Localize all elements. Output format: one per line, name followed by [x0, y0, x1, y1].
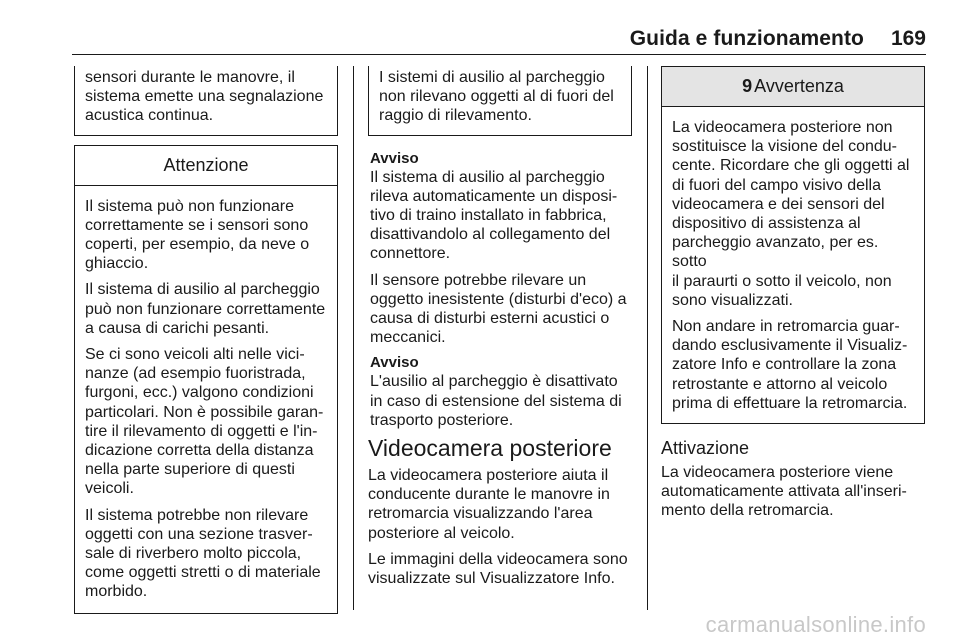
header-rule — [72, 54, 926, 55]
text-line: in caso di estensione del sistema di — [370, 392, 622, 410]
text-line: conducente durante le manovre in — [368, 486, 610, 504]
warning-body — [662, 107, 924, 423]
text-line: cente. Ricordare che gli oggetti al — [672, 157, 910, 175]
text-line: dando esclusivamente il Visualiz- — [672, 337, 908, 355]
text-line: Se ci sono veicoli alti nelle vici- — [85, 346, 305, 364]
text-line: il paraurti o sotto il veicolo, non — [672, 272, 892, 290]
text-line: parcheggio avanzato, per es. sotto — [672, 234, 879, 271]
section-heading: Guida e funzionamento — [629, 27, 864, 50]
text-line: posteriore al veicolo. — [368, 524, 515, 542]
text-line: di fuori del campo visivo della — [672, 176, 881, 194]
text-line: sistema emette una segnalazione — [85, 88, 324, 106]
text-line: sale di riverbero molto piccola, — [85, 545, 302, 563]
text-line: Il sistema può non funzionare — [85, 197, 295, 215]
text-line: acustica continua. — [85, 107, 214, 125]
text-line: Il sensore potrebbe rilevare un — [370, 271, 587, 289]
text-line: oggetti con una sezione trasver- — [85, 525, 313, 543]
text-line: sostituisce la visione del condu- — [672, 138, 898, 156]
page-number: 169 — [890, 27, 926, 50]
notice-block-2 — [368, 354, 632, 430]
text-line: Il sistema di ausilio al parcheggio — [370, 168, 605, 186]
continued-box — [368, 66, 632, 136]
text-line: rileva automaticamente un disposi- — [370, 187, 618, 205]
text-line: ghiaccio. — [85, 255, 149, 273]
text-line: morbido. — [85, 583, 148, 601]
text-line: tivo di traino installato in fabbrica, — [370, 207, 607, 225]
text-line: Non andare in retromarcia guar- — [672, 318, 900, 336]
notice-label: Avviso — [370, 149, 419, 167]
text-line: automaticamente attivata all'inseri- — [661, 483, 907, 501]
warning-box — [661, 66, 925, 424]
text-line: mento della retromarcia. — [661, 502, 834, 520]
text-line: a causa di carichi pesanti. — [85, 319, 270, 337]
subsection-title: Attivazione — [661, 438, 750, 459]
text-line: L'ausilio al parcheggio è disattivato — [370, 373, 618, 391]
attention-title: Attenzione — [75, 146, 337, 186]
text-line: coperti, per esempio, da neve o — [85, 236, 310, 254]
paragraph — [672, 317, 914, 413]
text-line: può non funzionare correttamente — [85, 300, 326, 318]
continued-box-text — [85, 68, 327, 126]
text-line: nanze (ad esempio fuoristrada, — [85, 365, 306, 383]
text-line: visualizzate sul Visualizzatore Info. — [368, 570, 615, 588]
text-line: particolari. Non è possibile garan- — [85, 403, 324, 421]
paragraph — [85, 280, 327, 338]
text-line: sensori durante le manovre, il — [85, 69, 295, 86]
text-line: I sistemi di ausilio al parcheggio — [379, 69, 605, 86]
text-line: dispositivo di assistenza al — [672, 215, 861, 233]
text-line: videocamera e dei sensori del — [672, 195, 885, 213]
text-line: prima di effettuare la retromarcia. — [672, 394, 908, 412]
text-line: Le immagini della videocamera sono — [368, 550, 628, 568]
paragraph — [85, 197, 327, 274]
text-line: meccanici. — [370, 329, 446, 347]
text-line: dicazione corretta della distanza — [85, 442, 314, 460]
text-line: retrostante e attorno al veicolo — [672, 375, 888, 393]
text-line: trasporto posteriore. — [370, 411, 514, 429]
paragraph — [368, 466, 632, 543]
paragraph — [672, 118, 914, 310]
text-line: furgoni, ecc.) valgono condizioni — [85, 384, 314, 402]
text-line: tire il rilevamento di oggetti e l'in- — [85, 422, 318, 440]
attention-box — [74, 145, 338, 614]
text-line: non rilevano oggetti al di fuori del — [379, 88, 614, 106]
text-line: zatore Info e controllare la zona — [672, 356, 897, 374]
column-separator-1 — [353, 66, 354, 610]
notice-label: Avviso — [370, 354, 419, 372]
paragraph — [370, 271, 632, 348]
watermark: carmanualsonline.info — [705, 612, 926, 637]
text-line: nella parte superiore di questi — [85, 461, 295, 479]
notice-block-1 — [368, 150, 632, 348]
text-line: correttamente se i sensori sono — [85, 216, 309, 234]
paragraph — [370, 168, 632, 264]
text-line: retromarcia visualizzando l'area — [368, 505, 593, 523]
text-line: La videocamera posteriore non — [672, 119, 893, 136]
text-line: disattivandolo al collegamento del — [370, 226, 611, 244]
text-line: La videocamera posteriore viene — [661, 464, 894, 482]
text-line: Il sistema di ausilio al parcheggio — [85, 281, 320, 299]
page-header — [0, 0, 960, 56]
subsection-body — [661, 463, 925, 521]
section-body — [368, 466, 632, 588]
text-line: oggetto inesistente (disturbi d'eco) a — [370, 290, 627, 308]
warning-title — [662, 67, 924, 107]
column-2 — [368, 66, 632, 588]
warning-title-text: Avvertenza — [754, 76, 844, 96]
text-line: La videocamera posteriore aiuta il — [368, 467, 609, 485]
text-line: Il sistema potrebbe non rilevare — [85, 506, 309, 524]
text-line: come oggetti stretti o di materiale — [85, 564, 321, 582]
column-3 — [661, 66, 925, 521]
paragraph — [368, 550, 632, 588]
text-line: sono visualizzati. — [672, 291, 793, 309]
text-line: causa di disturbi esterni acustici o — [370, 310, 610, 328]
paragraph — [85, 345, 327, 499]
attention-body — [75, 186, 337, 613]
paragraph — [85, 506, 327, 602]
text-line: connettore. — [370, 245, 451, 263]
text-line: veicoli. — [85, 480, 134, 498]
warning-icon: 9 — [742, 76, 753, 96]
continued-box — [74, 66, 338, 136]
column-1 — [74, 66, 338, 614]
text-line: raggio di rilevamento. — [379, 107, 532, 125]
column-separator-2 — [647, 66, 648, 610]
section-title: Videocamera posteriore — [368, 435, 612, 462]
